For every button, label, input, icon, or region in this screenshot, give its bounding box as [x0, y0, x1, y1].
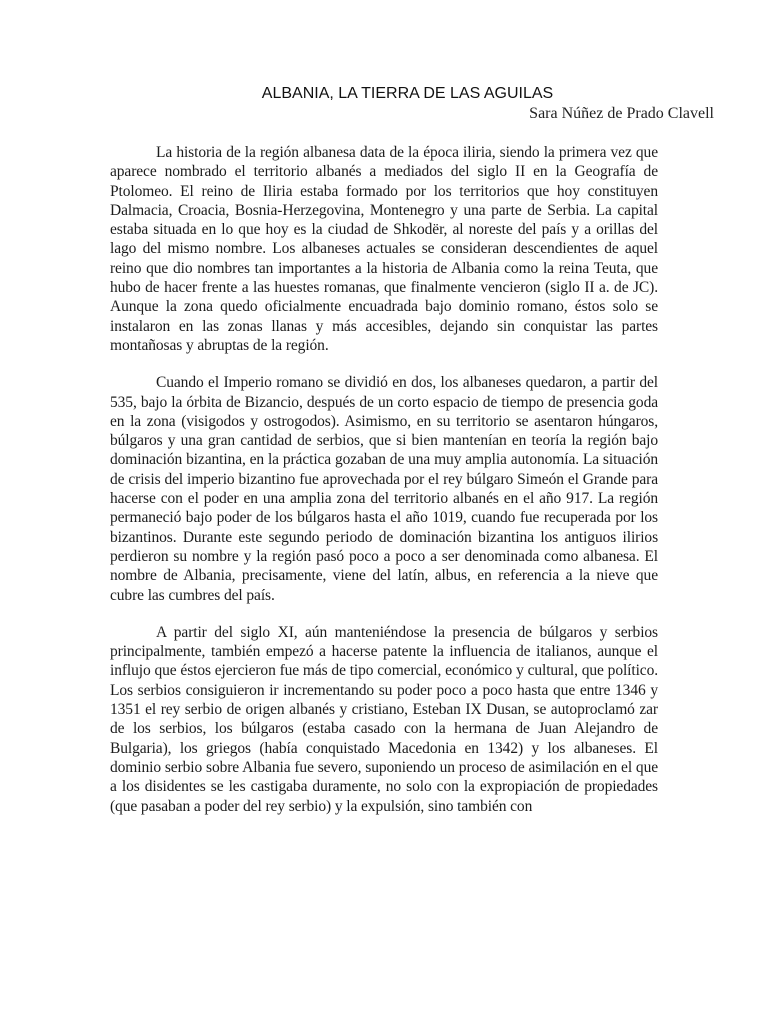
document-title: ALBANIA, LA TIERRA DE LAS AGUILAS: [261, 85, 554, 102]
paragraph: A partir del siglo XI, aún manteniéndose la presencia de búlgaros y serbios principalmente, también empezó a hacerse patente la influencia de italianos, aunque el influjo que éstos ejercieron fue más de tipo comercial, económico y cultural, que político. Los serbios consiguieron ir incrementando su poder poco a poco hasta que entre 1346 y 1351 el rey serbio de origen albanés y cristiano, Esteban IX Dusan, se autoproclamó zar de los serbios, los búlgaros (estaba casado con la hermana de Juan Alejandro de Bulgaria), los griegos (había conquistado Macedonia en 1342) y los albaneses. El dominio serbio sobre Albania fue severo, suponiendo un proceso de asimilación en el que a los disidentes se les castigaba duramente, no solo con la expropiación de propiedades (que pasaban a poder del rey serbio) y la expulsión, sino también con: [110, 623, 658, 815]
paragraph: La historia de la región albanesa data de la época iliria, siendo la primera vez que aparece nombrado el territorio albanés a mediados del siglo II en la Geografía de Ptolomeo. El reino de Iliria estaba formado por los territorios que hoy constituyen Dalmacia, Croacia, Bosnia-Herzegovina, Montenegro y una parte de Serbia. La capital estaba situada en lo que hoy es la ciudad de Shkodër, al noreste del país y a orillas del lago del mismo nombre. Los albaneses actuales se consideran descendientes de aquel reino que dio nombres tan importantes a la historia de Albania como la reina Teuta, que hubo de hacer frente a las huestes romanas, que finalmente vencieron (siglo II a. de JC). Aunque la zona quedo oficialmente encuadrada bajo dominio romano, éstos solo se instalaron en las zonas llanas y más accesibles, dejando sin conquistar las partes montañosas y abruptas de la región.: [110, 144, 658, 354]
document-body: [110, 143, 658, 834]
document-author: Sara Núñez de Prado Clavell: [529, 105, 714, 122]
paragraph: Cuando el Imperio romano se dividió en dos, los albaneses quedaron, a partir del 535, bajo la órbita de Bizancio, después de un corto espacio de tiempo de presencia goda en la zona (visigodos y ostrogodos). Asimismo, en su territorio se asentaron húngaros, búlgaros y una gran cantidad de serbios, que si bien mantenían en teoría la región bajo dominación bizantina, en la práctica gozaban de una muy amplia autonomía. La situación de crisis del imperio bizantino fue aprovechada por el rey búlgaro Simeón el Grande para hacerse con el poder en una amplia zona del territorio albanés en el año 917. La región permaneció bajo poder de los búlgaros hasta el año 1019, cuando fue recuperada por los bizantinos. Durante este segundo periodo de dominación bizantina los antiguos ilirios perdieron su nombre y la región pasó poco a poco a ser denominada como albanesa. El nombre de Albania, precisamente, viene del latín, albus, en referencia a la nieve que cubre las cumbres del país.: [110, 374, 658, 604]
